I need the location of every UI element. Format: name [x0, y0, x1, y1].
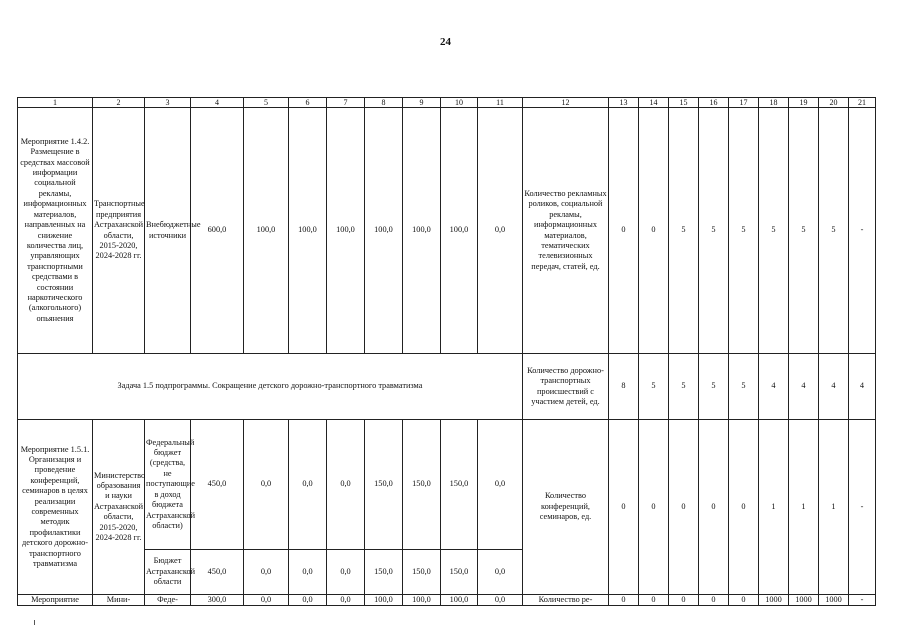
col-header: 3 — [145, 98, 191, 108]
target-cell: 5 — [729, 108, 759, 354]
target-cell: 5 — [729, 354, 759, 420]
target-cell: 0 — [669, 595, 699, 606]
value-cell: 150,0 — [403, 550, 441, 595]
table-row-next — [18, 595, 876, 606]
col-header: 1 — [18, 98, 93, 108]
value-cell: 150,0 — [365, 420, 403, 550]
value-cell: 0,0 — [244, 420, 289, 550]
col-header: 14 — [639, 98, 669, 108]
value-cell: 100,0 — [441, 595, 478, 606]
funding-source-cell: Внебюджетные источники — [145, 108, 191, 354]
value-cell: 0,0 — [327, 595, 365, 606]
value-cell: 300,0 — [191, 595, 244, 606]
program-table — [17, 97, 876, 606]
col-header: 4 — [191, 98, 244, 108]
target-cell: 0 — [609, 420, 639, 595]
table-row-1-4-2 — [18, 108, 876, 354]
target-cell: 8 — [609, 354, 639, 420]
col-header: 13 — [609, 98, 639, 108]
target-cell: 1 — [819, 420, 849, 595]
target-cell: 4 — [819, 354, 849, 420]
value-cell: 0,0 — [478, 550, 523, 595]
target-cell: 0 — [639, 595, 669, 606]
value-cell: 100,0 — [327, 108, 365, 354]
col-header: 19 — [789, 98, 819, 108]
value-cell: 100,0 — [403, 595, 441, 606]
funding-source-cell: Феде- — [145, 595, 191, 606]
value-cell: 0,0 — [244, 595, 289, 606]
col-header: 7 — [327, 98, 365, 108]
target-cell: 0 — [729, 595, 759, 606]
target-cell: 5 — [789, 108, 819, 354]
value-cell: 100,0 — [365, 595, 403, 606]
event-name: Мероприятие 1.4.2. Размещение в средствах массовой информации социальной рекламы, информационных материалов, направленных на снижение количества лиц, управляющих транспортными средствами в состоянии наркотического (алкогольного) опьянения — [18, 108, 93, 354]
event-name: Мероприятие 1.5.1. Организация и проведение конференций, семинаров в целях реализации современных методик профилактики детского дорожно-транспортного травматизма — [18, 420, 93, 595]
col-header: 8 — [365, 98, 403, 108]
indicator-cell: Количество конференций, семинаров, ед. — [523, 420, 609, 595]
funding-source-cell: Бюджет Астраханской области — [145, 550, 191, 595]
value-cell: 0,0 — [478, 420, 523, 550]
col-header: 15 — [669, 98, 699, 108]
target-cell: 5 — [759, 108, 789, 354]
value-cell: 0,0 — [478, 108, 523, 354]
target-cell: 1000 — [819, 595, 849, 606]
value-cell: 100,0 — [403, 108, 441, 354]
col-header: 17 — [729, 98, 759, 108]
indicator-cell: Количество дорожно-транспортных происшествий с участием детей, ед. — [523, 354, 609, 420]
target-cell: 4 — [759, 354, 789, 420]
value-cell: 0,0 — [289, 595, 327, 606]
col-header: 5 — [244, 98, 289, 108]
col-header: 12 — [523, 98, 609, 108]
value-cell: 100,0 — [289, 108, 327, 354]
event-name: Мероприятие — [18, 595, 93, 606]
value-cell: 0,0 — [244, 550, 289, 595]
col-header: 18 — [759, 98, 789, 108]
indicator-cell: Количество рекламных роликов, социальной рекламы, информационных материалов, тематических телевизионных передач, статей, ед. — [523, 108, 609, 354]
target-cell: 0 — [639, 108, 669, 354]
target-cell: 1 — [759, 420, 789, 595]
target-cell: 1000 — [759, 595, 789, 606]
task-title: Задача 1.5 подпрограммы. Сокращение детского дорожно-транспортного травматизма — [18, 354, 523, 420]
value-cell: 600,0 — [191, 108, 244, 354]
table-row-1-5-1-federal — [18, 420, 876, 550]
target-cell: 5 — [819, 108, 849, 354]
target-cell: 0 — [669, 420, 699, 595]
executor-cell: Министерство образования и науки Астраханской области, 2015-2020, 2024-2028 гг. — [93, 420, 145, 595]
col-header: 21 — [849, 98, 876, 108]
value-cell: 100,0 — [365, 108, 403, 354]
target-cell: - — [849, 108, 876, 354]
target-cell: 1000 — [789, 595, 819, 606]
value-cell: 0,0 — [289, 420, 327, 550]
value-cell: 450,0 — [191, 420, 244, 550]
target-cell: 1 — [789, 420, 819, 595]
value-cell: 150,0 — [365, 550, 403, 595]
target-cell: 0 — [699, 595, 729, 606]
column-number-row — [18, 98, 876, 108]
target-cell: 0 — [729, 420, 759, 595]
indicator-cell: Количество ре- — [523, 595, 609, 606]
executor-cell: Транспортные предприятия Астраханской области, 2015-2020, 2024-2028 гг. — [93, 108, 145, 354]
value-cell: 0,0 — [478, 595, 523, 606]
col-header: 2 — [93, 98, 145, 108]
target-cell: 5 — [669, 354, 699, 420]
value-cell: 150,0 — [403, 420, 441, 550]
value-cell: 100,0 — [244, 108, 289, 354]
target-cell: 4 — [789, 354, 819, 420]
col-header: 20 — [819, 98, 849, 108]
target-cell: 0 — [699, 420, 729, 595]
target-cell: 5 — [699, 108, 729, 354]
executor-cell: Мини- — [93, 595, 145, 606]
value-cell: 0,0 — [289, 550, 327, 595]
value-cell: 0,0 — [327, 550, 365, 595]
value-cell: 100,0 — [441, 108, 478, 354]
value-cell: 0,0 — [327, 420, 365, 550]
col-header: 11 — [478, 98, 523, 108]
target-cell: 5 — [669, 108, 699, 354]
value-cell: 150,0 — [441, 550, 478, 595]
task-row-1-5 — [18, 354, 876, 420]
target-cell: 5 — [699, 354, 729, 420]
col-header: 9 — [403, 98, 441, 108]
col-header: 6 — [289, 98, 327, 108]
page-number: 24 — [440, 36, 451, 48]
col-header: 10 — [441, 98, 478, 108]
target-cell: 0 — [609, 108, 639, 354]
target-cell: 4 — [849, 354, 876, 420]
funding-source-cell: Федеральный бюджет (средства, не поступающие в доход бюджета Астраханской области) — [145, 420, 191, 550]
target-cell: 0 — [639, 420, 669, 595]
value-cell: 450,0 — [191, 550, 244, 595]
target-cell: - — [849, 420, 876, 595]
col-header: 16 — [699, 98, 729, 108]
target-cell: 5 — [639, 354, 669, 420]
value-cell: 150,0 — [441, 420, 478, 550]
target-cell: - — [849, 595, 876, 606]
scan-mark — [34, 620, 35, 625]
target-cell: 0 — [609, 595, 639, 606]
